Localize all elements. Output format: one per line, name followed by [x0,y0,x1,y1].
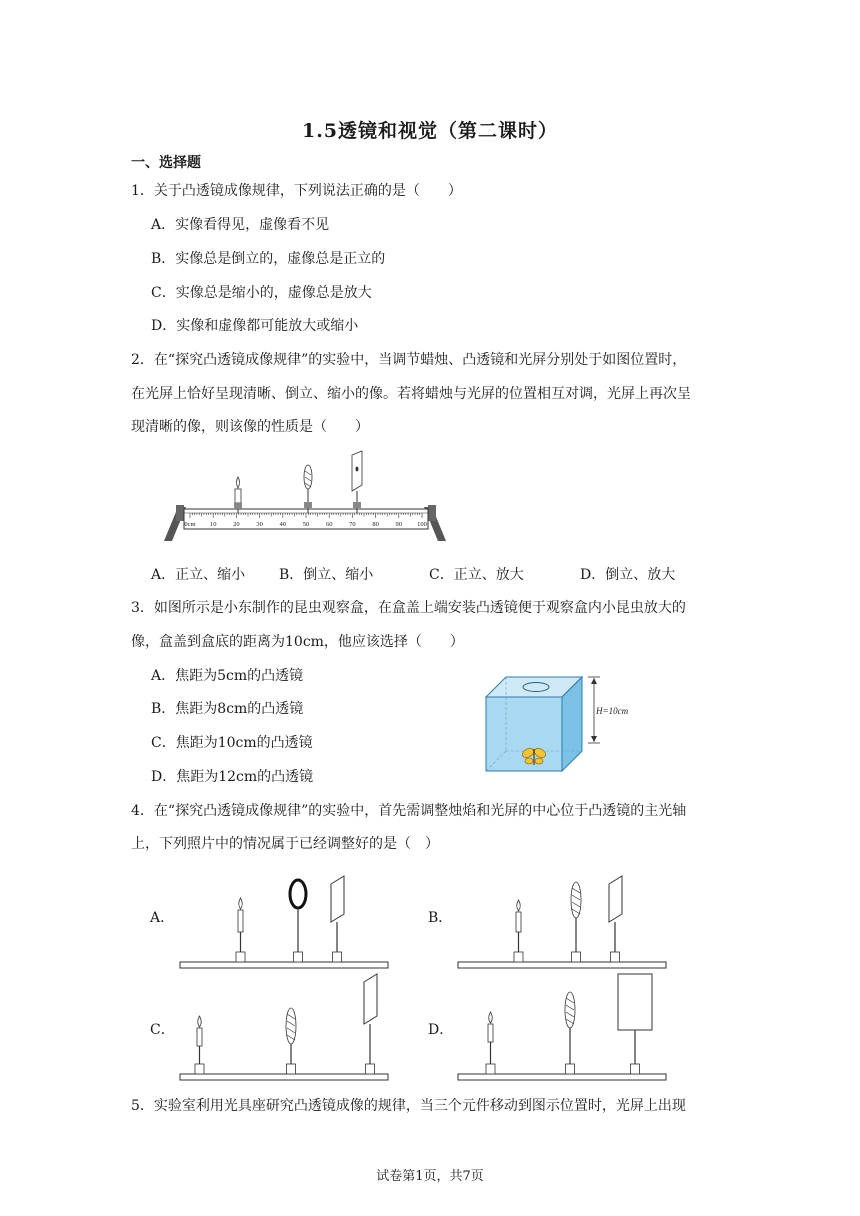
screen-icon [352,451,362,513]
candle-icon [234,477,242,513]
q1-stem: 1．关于凸透镜成像规律，下列说法正确的是（ ） [131,183,462,199]
ruler-label: 100 [417,521,427,528]
ruler-label: 50 [302,521,310,528]
insect-box-figure [484,675,644,775]
q1-option-c: C．实像总是缩小的，虚像总是放大 [151,285,372,301]
q3-option-c: C．焦距为10cm的凸透镜 [151,735,313,751]
ruler-label: 40 [279,521,287,528]
section-heading: 一、选择题 [131,155,201,171]
q1-option-b: B．实像总是倒立的，虚像总是正立的 [151,251,386,267]
ruler-label: 0cm [184,521,196,528]
q4-stem-line-2: 上，下列照片中的情况属于已经调整好的是（ ） [131,836,439,852]
q4-option-b-label: B． [428,910,453,926]
q4-figure-c [178,972,390,1084]
box-height-label: H=10cm [596,706,629,716]
ruler-label: 60 [325,521,333,528]
ruler-label: 20 [233,521,240,528]
ruler-label: 70 [349,521,356,528]
q4-stem-line-1: 4．在“探究凸透镜成像规律”的实验中，首先需调整烛焰和光屏的中心位于凸透镜的主光轴 [131,803,687,819]
q4-option-a-label: A． [150,910,175,926]
q3-option-b: B．焦距为8cm的凸透镜 [151,701,304,717]
ruler-label: 90 [395,521,403,528]
q5-stem-line-1: 5．实验室利用光具座研究凸透镜成像的规律，当三个元件移动到图示位置时，光屏上出现 [131,1098,686,1114]
page-footer: 试卷第1页，共7页 [376,1169,484,1184]
ruler-label: 30 [256,521,263,528]
q3-option-d: D．焦距为12cm的凸透镜 [151,769,314,785]
q2-stem-line-1: 2．在“探究凸透镜成像规律”的实验中，当调节蜡烛、凸透镜和光屏分别处于如图位置时， [131,352,687,368]
q2-stem-line-2: 在光屏上恰好呈现清晰、倒立、缩小的像。若将蜡烛与光屏的位置相互对调，光屏上再次呈 [131,386,691,402]
q4-figure-d [456,972,668,1084]
q4-figure-b [456,876,668,972]
q2-option-d: D．倒立、放大 [580,567,676,583]
q3-stem-line-2: 像，盒盖到盒底的距离为10cm，他应该选择（ ） [131,634,464,650]
q4-figure-a [178,876,390,972]
ruler-label: 10 [209,521,217,528]
q3-option-a: A．焦距为5cm的凸透镜 [151,668,304,684]
q1-option-a: A．实像看得见，虚像看不见 [151,217,330,233]
page-title: 1.5透镜和视觉（第二课时） [301,120,559,142]
q2-option-a: A．正立、缩小 [151,567,246,583]
optical-bench-figure [160,447,450,547]
q2-stem-line-3: 现清晰的像，则该像的性质是（ ） [131,419,369,435]
q2-option-b: B．倒立、缩小 [279,567,374,583]
q2-option-c: C．正立、放大 [429,567,524,583]
q1-option-d: D．实像和虚像都可能放大或缩小 [151,318,359,334]
q4-option-c-label: C． [150,1022,175,1038]
q3-stem-line-1: 3．如图所示是小东制作的昆虫观察盒，在盒盖上端安装凸透镜便于观察盒内小昆虫放大的 [131,600,686,616]
q4-option-d-label: D． [428,1022,454,1038]
ruler-label: 80 [372,521,379,528]
lens-icon [304,465,312,513]
